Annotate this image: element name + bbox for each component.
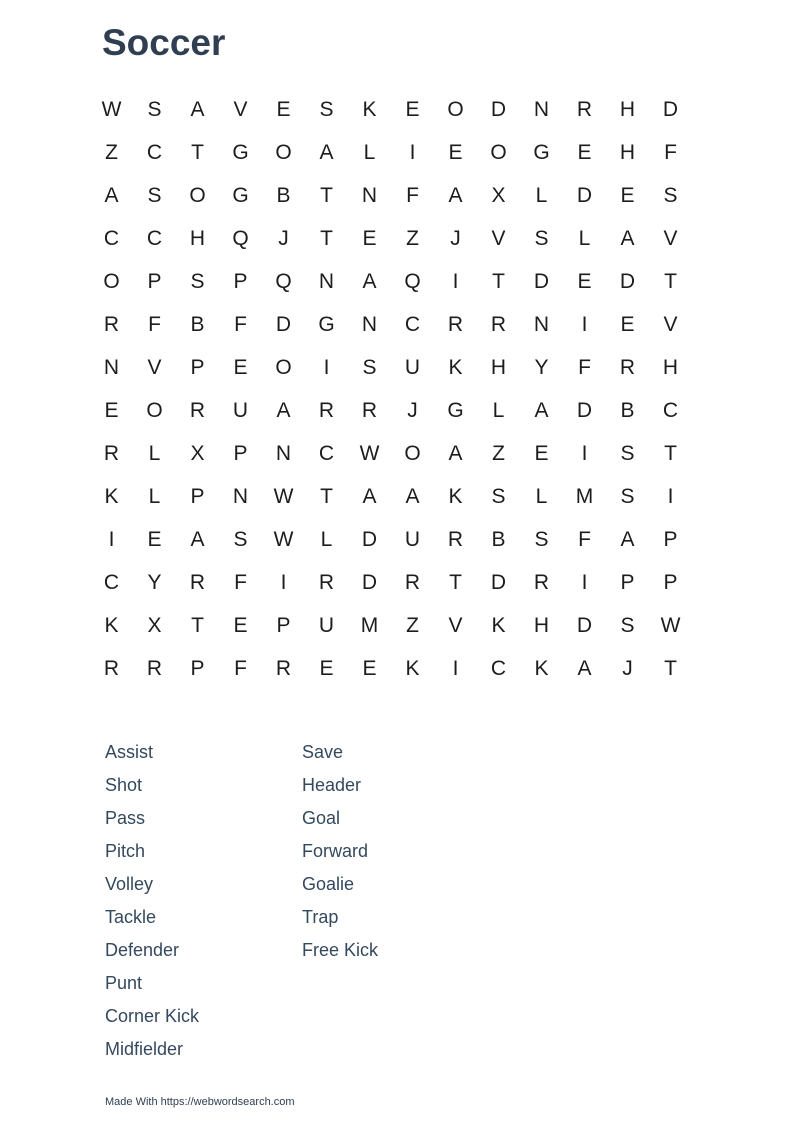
word-list-item: Header	[302, 775, 362, 795]
word-list	[105, 736, 499, 1066]
grid-letter: U	[318, 613, 335, 637]
grid-letter: O	[275, 140, 292, 164]
grid-letter: K	[491, 613, 506, 637]
grid-letter: S	[491, 484, 506, 508]
grid-letter: Q	[275, 269, 292, 293]
grid-letter: L	[363, 140, 376, 164]
grid-letter: C	[146, 140, 163, 164]
grid-letter: A	[448, 441, 463, 465]
grid-letter: N	[533, 97, 550, 121]
grid-letter: P	[233, 269, 248, 293]
grid-letter: K	[362, 97, 377, 121]
grid-letter: O	[103, 269, 120, 293]
grid-letter: T	[191, 140, 204, 164]
grid-letter: G	[533, 140, 550, 164]
grid-letter: N	[361, 312, 378, 336]
grid-letter: D	[275, 312, 292, 336]
grid-letter: Z	[492, 441, 505, 465]
grid-letter: P	[276, 613, 291, 637]
word-list-item: Free Kick	[302, 940, 379, 960]
grid-letter: E	[362, 226, 377, 250]
grid-letter: E	[319, 656, 334, 680]
grid-letter: I	[581, 441, 588, 465]
grid-letter: G	[232, 140, 249, 164]
grid-letter: E	[620, 312, 635, 336]
grid-letter: F	[148, 312, 161, 336]
grid-letter: F	[406, 183, 419, 207]
grid-letter: U	[404, 527, 421, 551]
grid-letter: Q	[404, 269, 421, 293]
grid-letter: A	[620, 226, 635, 250]
grid-letter: R	[533, 570, 550, 594]
grid-letter: A	[362, 484, 377, 508]
grid-letter: D	[533, 269, 550, 293]
grid-letter: I	[280, 570, 287, 594]
grid-letter: S	[147, 97, 162, 121]
word-list-item: Shot	[105, 775, 143, 795]
grid-letter: O	[447, 97, 464, 121]
grid-letter: O	[404, 441, 421, 465]
grid-letter: C	[490, 656, 507, 680]
grid-letter: D	[576, 183, 593, 207]
grid-letter: L	[148, 441, 161, 465]
grid-letter: C	[318, 441, 335, 465]
grid-letter: B	[276, 183, 291, 207]
grid-letter: E	[362, 656, 377, 680]
grid-letter: S	[534, 226, 549, 250]
grid-letter: E	[104, 398, 119, 422]
grid-letter: N	[103, 355, 120, 379]
letter-grid	[90, 88, 692, 690]
grid-letter: D	[361, 527, 378, 551]
grid-letter: V	[448, 613, 463, 637]
grid-letter: I	[409, 140, 416, 164]
grid-letter: T	[320, 183, 333, 207]
grid-letter: K	[104, 484, 119, 508]
grid-letter: S	[663, 183, 678, 207]
grid-letter: R	[146, 656, 163, 680]
grid-letter: T	[320, 484, 333, 508]
grid-letter: K	[448, 355, 463, 379]
grid-letter: E	[233, 355, 248, 379]
grid-letter: F	[234, 570, 247, 594]
word-list-item: Pass	[105, 808, 146, 828]
grid-letter: O	[189, 183, 206, 207]
word-list-item: Trap	[302, 907, 339, 927]
grid-letter: D	[490, 97, 507, 121]
grid-letter: R	[103, 312, 120, 336]
grid-letter: E	[620, 183, 635, 207]
grid-letter: S	[190, 269, 205, 293]
grid-letter: P	[147, 269, 162, 293]
grid-letter: L	[578, 226, 591, 250]
grid-letter: R	[447, 312, 464, 336]
grid-letter: D	[576, 613, 593, 637]
footer-credit: Made With https://webwordsearch.com	[105, 1096, 295, 1108]
grid-letter: T	[664, 441, 677, 465]
grid-letter: S	[233, 527, 248, 551]
grid-letter: R	[275, 656, 292, 680]
grid-letter: U	[404, 355, 421, 379]
grid-letter: A	[190, 97, 205, 121]
grid-letter: K	[448, 484, 463, 508]
page-title: Soccer	[102, 22, 226, 63]
grid-letter: N	[318, 269, 335, 293]
grid-letter: C	[146, 226, 163, 250]
grid-letter: Q	[232, 226, 249, 250]
grid-letter: T	[191, 613, 204, 637]
grid-letter: A	[577, 656, 592, 680]
grid-letter: R	[404, 570, 421, 594]
grid-letter: J	[278, 226, 289, 250]
grid-letter: G	[318, 312, 335, 336]
grid-letter: R	[189, 398, 206, 422]
grid-letter: P	[233, 441, 248, 465]
grid-letter: R	[447, 527, 464, 551]
grid-letter: A	[405, 484, 420, 508]
grid-letter: F	[234, 656, 247, 680]
grid-letter: H	[662, 355, 679, 379]
grid-letter: D	[619, 269, 636, 293]
grid-letter: J	[622, 656, 633, 680]
grid-letter: Z	[105, 140, 118, 164]
grid-letter: S	[620, 484, 635, 508]
grid-letter: Z	[406, 226, 419, 250]
grid-letter: E	[233, 613, 248, 637]
grid-letter: D	[490, 570, 507, 594]
grid-letter: S	[620, 441, 635, 465]
grid-letter: X	[491, 183, 506, 207]
grid-letter: O	[146, 398, 163, 422]
grid-letter: S	[362, 355, 377, 379]
grid-letter: V	[663, 312, 678, 336]
grid-letter: A	[319, 140, 334, 164]
grid-letter: M	[575, 484, 594, 508]
grid-letter: E	[534, 441, 549, 465]
word-list-item: Goalie	[302, 874, 355, 894]
grid-letter: H	[490, 355, 507, 379]
grid-letter: R	[318, 398, 335, 422]
grid-letter: C	[103, 570, 120, 594]
grid-letter: H	[533, 613, 550, 637]
grid-letter: N	[275, 441, 292, 465]
grid-letter: V	[147, 355, 162, 379]
grid-letter: A	[620, 527, 635, 551]
word-list-item: Midfielder	[105, 1039, 184, 1059]
grid-letter: L	[492, 398, 505, 422]
grid-letter: A	[362, 269, 377, 293]
word-list-column-right	[302, 736, 499, 1066]
word-list-item: Save	[302, 742, 344, 762]
grid-letter: C	[103, 226, 120, 250]
grid-letter: I	[667, 484, 674, 508]
grid-letter: Y	[147, 570, 162, 594]
grid-letter: F	[578, 355, 591, 379]
grid-letter: A	[190, 527, 205, 551]
grid-letter: E	[276, 97, 291, 121]
word-list-item: Forward	[302, 841, 369, 861]
grid-letter: D	[361, 570, 378, 594]
grid-letter: I	[452, 269, 459, 293]
grid-letter: V	[491, 226, 506, 250]
grid-letter: E	[577, 140, 592, 164]
grid-letter: W	[273, 527, 294, 551]
word-list-item: Pitch	[105, 841, 146, 861]
grid-letter: F	[234, 312, 247, 336]
grid-letter: F	[664, 140, 677, 164]
grid-letter: A	[276, 398, 291, 422]
grid-letter: L	[535, 484, 548, 508]
grid-letter: T	[664, 269, 677, 293]
grid-letter: R	[189, 570, 206, 594]
grid-letter: I	[323, 355, 330, 379]
grid-letter: C	[404, 312, 421, 336]
grid-letter: K	[104, 613, 119, 637]
word-list-column-left	[105, 736, 302, 1066]
grid-letter: C	[662, 398, 679, 422]
grid-letter: R	[619, 355, 636, 379]
grid-letter: P	[190, 355, 205, 379]
grid-letter: T	[449, 570, 462, 594]
grid-letter: O	[490, 140, 507, 164]
grid-letter: E	[577, 269, 592, 293]
grid-letter: P	[663, 527, 678, 551]
grid-letter: Y	[534, 355, 549, 379]
grid-letter: H	[619, 97, 636, 121]
grid-letter: S	[147, 183, 162, 207]
grid-letter: O	[275, 355, 292, 379]
grid-letter: P	[190, 484, 205, 508]
grid-letter: T	[664, 656, 677, 680]
grid-letter: X	[190, 441, 205, 465]
grid-letter: R	[361, 398, 378, 422]
grid-letter: P	[190, 656, 205, 680]
grid-letter: V	[663, 226, 678, 250]
grid-letter: G	[447, 398, 464, 422]
grid-letter: P	[663, 570, 678, 594]
grid-letter: P	[620, 570, 635, 594]
grid-letter: H	[189, 226, 206, 250]
grid-letter: S	[534, 527, 549, 551]
grid-letter: T	[320, 226, 333, 250]
grid-letter: N	[232, 484, 249, 508]
word-list-item: Tackle	[105, 907, 157, 927]
grid-letter: W	[273, 484, 294, 508]
grid-letter: I	[581, 312, 588, 336]
grid-letter: S	[620, 613, 635, 637]
grid-letter: I	[452, 656, 459, 680]
grid-letter: E	[448, 140, 463, 164]
grid-letter: J	[407, 398, 418, 422]
word-list-item: Volley	[105, 874, 154, 894]
grid-letter: G	[232, 183, 249, 207]
grid-letter: F	[578, 527, 591, 551]
grid-letter: B	[620, 398, 635, 422]
grid-letter: W	[660, 613, 681, 637]
grid-letter: K	[405, 656, 420, 680]
grid-letter: E	[405, 97, 420, 121]
word-list-item: Punt	[105, 973, 143, 993]
grid-letter: D	[576, 398, 593, 422]
word-list-item: Assist	[105, 742, 154, 762]
grid-letter: A	[448, 183, 463, 207]
grid-letter: W	[101, 97, 122, 121]
word-list-item: Corner Kick	[105, 1006, 200, 1026]
grid-letter: A	[104, 183, 119, 207]
word-list-item: Defender	[105, 940, 180, 960]
grid-letter: S	[319, 97, 334, 121]
grid-letter: D	[662, 97, 679, 121]
grid-letter: R	[490, 312, 507, 336]
grid-letter: T	[492, 269, 505, 293]
grid-letter: N	[533, 312, 550, 336]
grid-letter: U	[232, 398, 249, 422]
grid-letter: E	[147, 527, 162, 551]
grid-letter: K	[534, 656, 549, 680]
grid-letter: M	[360, 613, 379, 637]
grid-letter: Z	[406, 613, 419, 637]
grid-letter: R	[576, 97, 593, 121]
grid-letter: L	[320, 527, 333, 551]
grid-letter: I	[581, 570, 588, 594]
grid-letter: N	[361, 183, 378, 207]
grid-letter: R	[103, 441, 120, 465]
grid-letter: I	[108, 527, 115, 551]
grid-letter: B	[190, 312, 205, 336]
grid-letter: X	[147, 613, 162, 637]
grid-letter: V	[233, 97, 248, 121]
grid-letter: J	[450, 226, 461, 250]
grid-letter: W	[359, 441, 380, 465]
grid-letter: L	[535, 183, 548, 207]
grid-letter: A	[534, 398, 549, 422]
word-list-item: Goal	[302, 808, 341, 828]
grid-letter: R	[103, 656, 120, 680]
grid-letter: R	[318, 570, 335, 594]
grid-letter: L	[148, 484, 161, 508]
grid-letter: H	[619, 140, 636, 164]
grid-letter: B	[491, 527, 506, 551]
